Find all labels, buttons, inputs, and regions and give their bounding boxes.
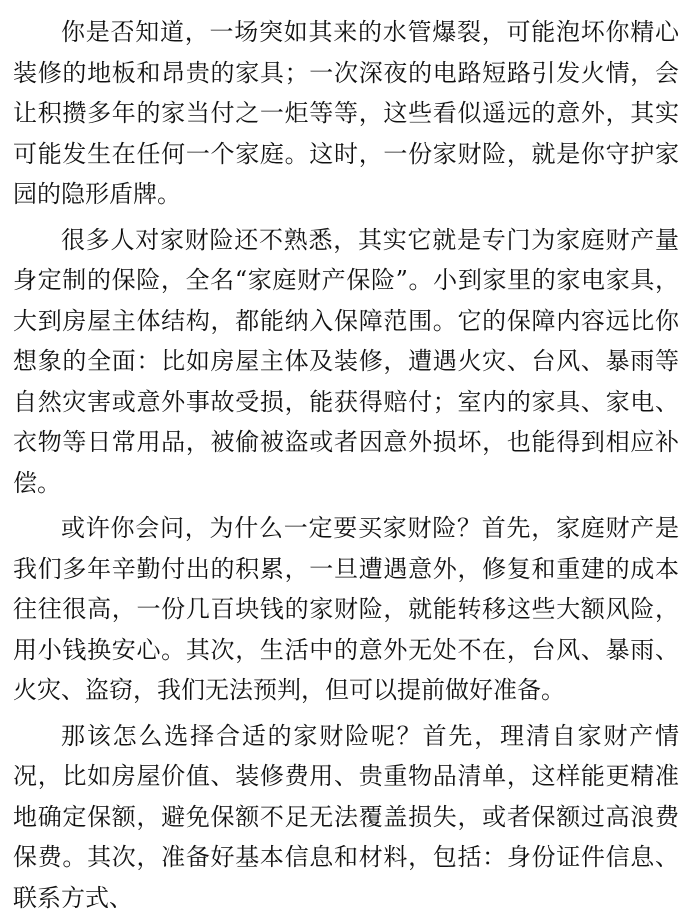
paragraph-how-to-choose: 那该怎么选择合适的家财险呢？首先，理清自家财产情况，比如房屋价值、装修费用、贵重物品清单，这样能更精准地确定保额，避免保额不足无法覆盖损失，或者保额过高浪费保费。其次，准备好基本信息和材料，包括：身份证件信息、联系方式、 <box>13 721 679 912</box>
paragraph-what-is-home-insurance: 很多人对家财险还不熟悉，其实它就是专门为家庭财产量身定制的保险，全名“家庭财产保险”。小到家里的家电家具，大到房屋主体结构，都能纳入保障范围。它的保障内容远比你想象的全面：比如房屋主体及装修，遭遇火灾、台风、暴雨等自然灾害或意外事故受损，能获得赔付；室内的家具、家电、衣物等日常用品，被偷被盗或者因意外损坏，也能得到相应补偿。 <box>13 225 679 497</box>
paragraph-intro: 你是否知道，一场突如其来的水管爆裂，可能泡坏你精心装修的地板和昂贵的家具；一次深夜的电路短路引发火情，会让积攒多年的家当付之一炬等等，这些看似遥远的意外，其实可能发生在任何一个家庭。这时，一份家财险，就是你守护家园的隐形盾牌。 <box>13 18 679 208</box>
paragraph-why-buy: 或许你会问，为什么一定要买家财险？首先，家庭财产是我们多年辛勤付出的积累，一旦遭遇意外，修复和重建的成本往往很高，一份几百块钱的家财险，就能转移这些大额风险，用小钱换安心。其次，生活中的意外无处不在，台风、暴雨、火灾、盗窃，我们无法预判，但可以提前做好准备。 <box>13 514 679 704</box>
